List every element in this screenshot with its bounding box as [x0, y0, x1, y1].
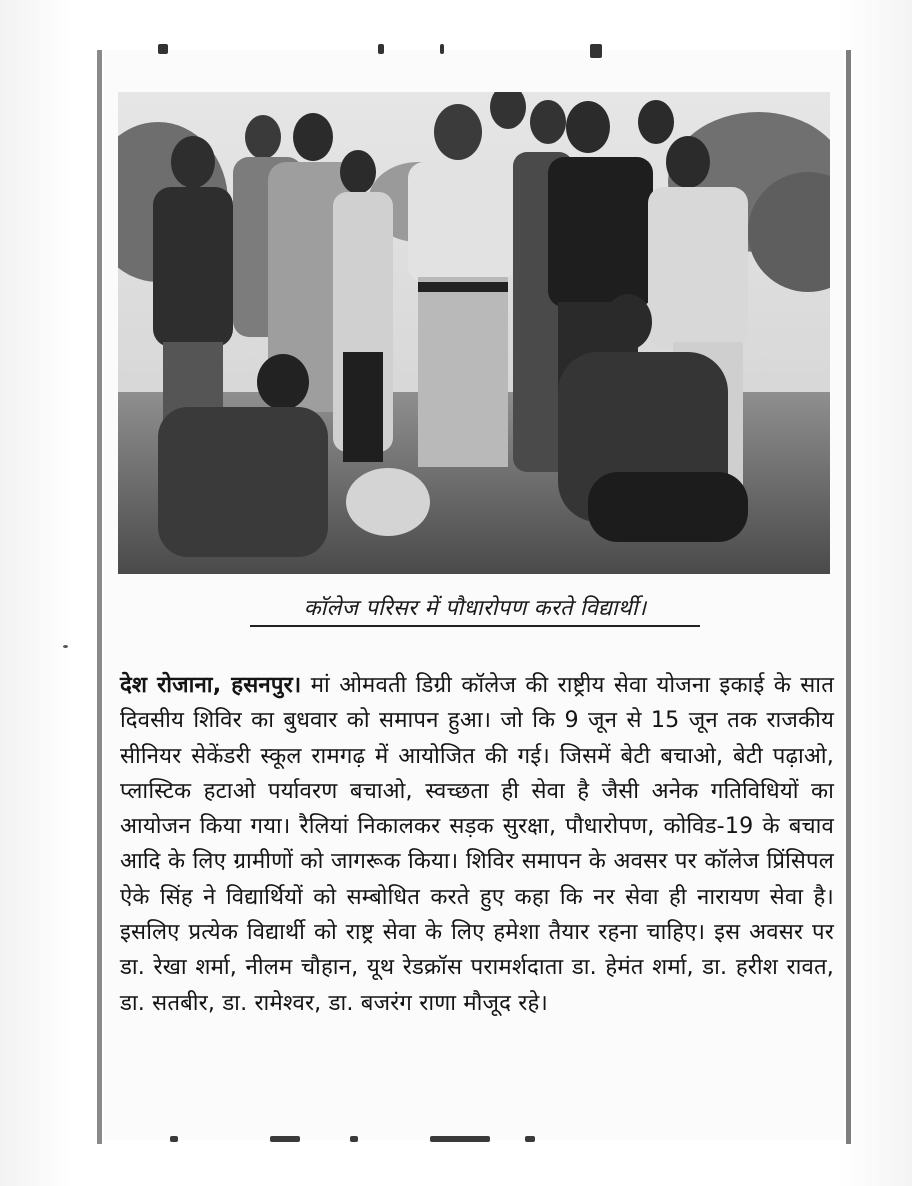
article-dateline: देश रोजाना, हसनपुर।: [120, 672, 302, 698]
column-rule-right: [846, 50, 851, 1144]
article-body: मां ओमवती डिग्री कॉलेज की राष्ट्रीय सेवा योजना इकाई के सात दिवसीय शिविर का बुधवार को समापन हुआ। जो कि 9 जून से 15 जून तक राजकीय सीनियर सेकेंडरी स्कूल रामगढ़ में आयोजित की गई। जिसमें बेटी बचाओ, बेटी पढ़ाओ, प्लास्टिक हटाओ पर्यावरण बचाओ, स्वच्छता ही सेवा है जैसी अनेक गतिविधियों का आयोजन किया गया। रैलियां निकालकर सड़क सुरक्षा, पौधारोपण, कोविड-19 के बचाव आदि के लिए ग्रामीणों को जागरूक किया। शिविर समापन के अवसर पर कॉलेज प्रिंसिपल ऐके सिंह ने विद्यार्थियों को सम्बोधित करते हुए कहा कि नर सेवा ही नारायण सेवा है। इसलिए प्रत्येक विद्यार्थी को राष्ट्र सेवा के लिए हमेशा तैयार रहना चाहिए। इस अवसर पर डा. रेखा शर्मा, नीलम चौहान, यूथ रेडक्रॉस परामर्शदाता डा. हेमंत शर्मा, डा. हरीश रावत, डा. सतबीर, डा. रामेश्वर, डा. बजरंग राणा मौजूद रहे।: [120, 672, 834, 1016]
photograph-icon: [118, 92, 830, 574]
photo-caption: कॉलेज परिसर में पौधारोपण करते विद्यार्थी।: [250, 592, 700, 627]
news-article: [120, 668, 834, 1021]
cut-off-text-bottom: [170, 1136, 550, 1146]
column-rule-left: [97, 50, 102, 1144]
news-photo: [118, 92, 830, 574]
speck: [63, 645, 68, 648]
cut-off-text-top: [150, 44, 620, 60]
